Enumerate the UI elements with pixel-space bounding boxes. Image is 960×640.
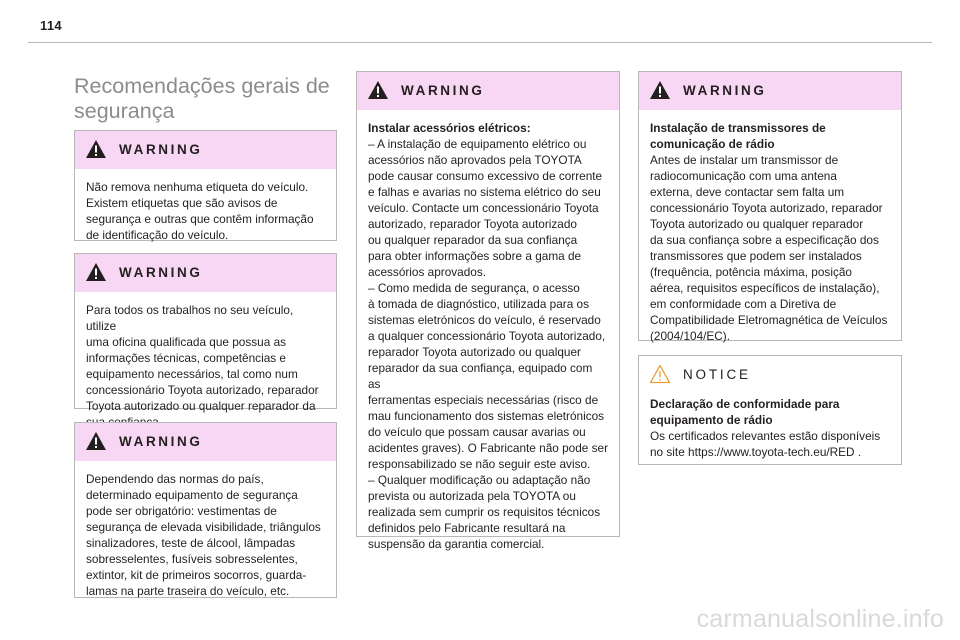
warning-box-labels bbox=[74, 130, 337, 241]
warning-header bbox=[75, 423, 336, 461]
warning-heading: comunicação de rádio bbox=[650, 137, 775, 151]
warning-text: Não remova nenhuma etiqueta do veículo. Existem etiquetas que são avisos de segurança e outras que contêm informação de identificação do veículo. bbox=[86, 180, 314, 242]
warning-box-equipment bbox=[74, 422, 337, 598]
warning-text: Instalar acessórios elétricos: – A instalação de equipamento elétrico ou acessórios não aprovados pela TOYOTA pode causar consumo excessivo de corrente e falhas e avarias no sistema elétrico do seu veículo. Contacte um concessionário Toyota autorizado, reparador Toyota autorizado ou qualquer reparador da sua confiança para obter informações sobre a gama de acessórios aprovados. – Como medida de segurança, o acesso à tomada de diagnóstico, utilizada para os sistemas eletrónicos do veículo, é reservado a qualquer concessionário Toyota autorizado, reparador Toyota autorizado ou qualquer reparador da sua confiança, equipado com as ferramentas especiais necessárias (risco de mau funcionamento dos sistemas eletrónicos do veículo que possam causar avarias ou acidentes graves). O Fabricante não pode ser responsabilizado se não seguir este aviso. – Qualquer modificação ou adaptação não prevista ou autorizada pela TOYOTA ou realizada sem cumprir os requisitos técnicos definidos pelo Fabricante resultará na suspensão da garantia comercial. bbox=[368, 121, 609, 551]
notice-heading: equipamento de rádio bbox=[650, 413, 773, 427]
notice-label: NOTICE bbox=[683, 367, 751, 382]
notice-box-conformity bbox=[638, 355, 902, 465]
watermark: carmanualsonline.info bbox=[696, 605, 944, 633]
warning-label: WARNING bbox=[119, 434, 203, 449]
warning-header bbox=[639, 72, 901, 110]
warning-text: Instalação de transmissores de comunicação de rádio Antes de instalar um transmissor de radiocomunicação com uma antena externa, deve contactar sem falta um concessionário Toyota autorizado, reparador Toyota autorizado ou qualquer reparador da sua confiança sobre a especificação dos transmissores que podem ser instalados (frequência, potência máxima, posição aérea, requisitos específicos de instalação), em conformidade com a Diretiva de Compatibilidade Eletromagnética de Veículos (2004/104/EC). bbox=[639, 110, 901, 344]
page-number: 114 bbox=[40, 18, 62, 33]
warning-triangle-icon bbox=[367, 80, 389, 100]
notice-heading: Declaração de conformidade para bbox=[650, 397, 840, 411]
warning-text: Dependendo das normas do país, determinado equipamento de segurança pode ser obrigatório: vestimentas de segurança de elevada visibilidade, triângulos sinalizadores, teste de álcool, lâmpadas sobresselentes, fusíveis sobresselentes, extintor, kit de primeiros socorros, guarda- lamas na parte traseira do veículo, etc. bbox=[86, 472, 321, 598]
warning-box-radio bbox=[638, 71, 902, 341]
notice-triangle-icon bbox=[649, 364, 671, 384]
warning-label: WARNING bbox=[401, 83, 485, 98]
warning-triangle-icon bbox=[85, 262, 107, 282]
section-title: Recomendações gerais de segurança bbox=[74, 74, 330, 123]
warning-header bbox=[357, 72, 619, 110]
warning-heading: Instalar acessórios elétricos: bbox=[368, 121, 531, 135]
notice-text: Declaração de conformidade para equipamento de rádio Os certificados relevantes estão disponíveis no site https://www.toyota-tech.eu/RED . bbox=[639, 394, 901, 460]
warning-label: WARNING bbox=[119, 265, 203, 280]
warning-box-workshop bbox=[74, 253, 337, 413]
warning-label: WARNING bbox=[683, 83, 767, 98]
notice-header bbox=[639, 356, 901, 394]
red-url-text: no site https://www.toyota-tech.eu/RED . bbox=[650, 445, 862, 459]
warning-text: Para todos os trabalhos no seu veículo, utilize uma oficina qualificada que possua as informações técnicas, competências e equipamento necessários, tal como num concessionário Toyota autorizado, reparador Toyota autorizado ou qualquer reparador da bbox=[86, 303, 319, 413]
warning-triangle-icon bbox=[85, 431, 107, 451]
top-rule bbox=[28, 42, 932, 43]
warning-heading: Instalação de transmissores de bbox=[650, 121, 826, 135]
warning-triangle-icon bbox=[649, 80, 671, 100]
warning-triangle-icon bbox=[85, 139, 107, 159]
warning-label: WARNING bbox=[119, 142, 203, 157]
warning-header bbox=[75, 254, 336, 292]
warning-header bbox=[75, 131, 336, 169]
warning-box-electrical bbox=[356, 71, 620, 551]
